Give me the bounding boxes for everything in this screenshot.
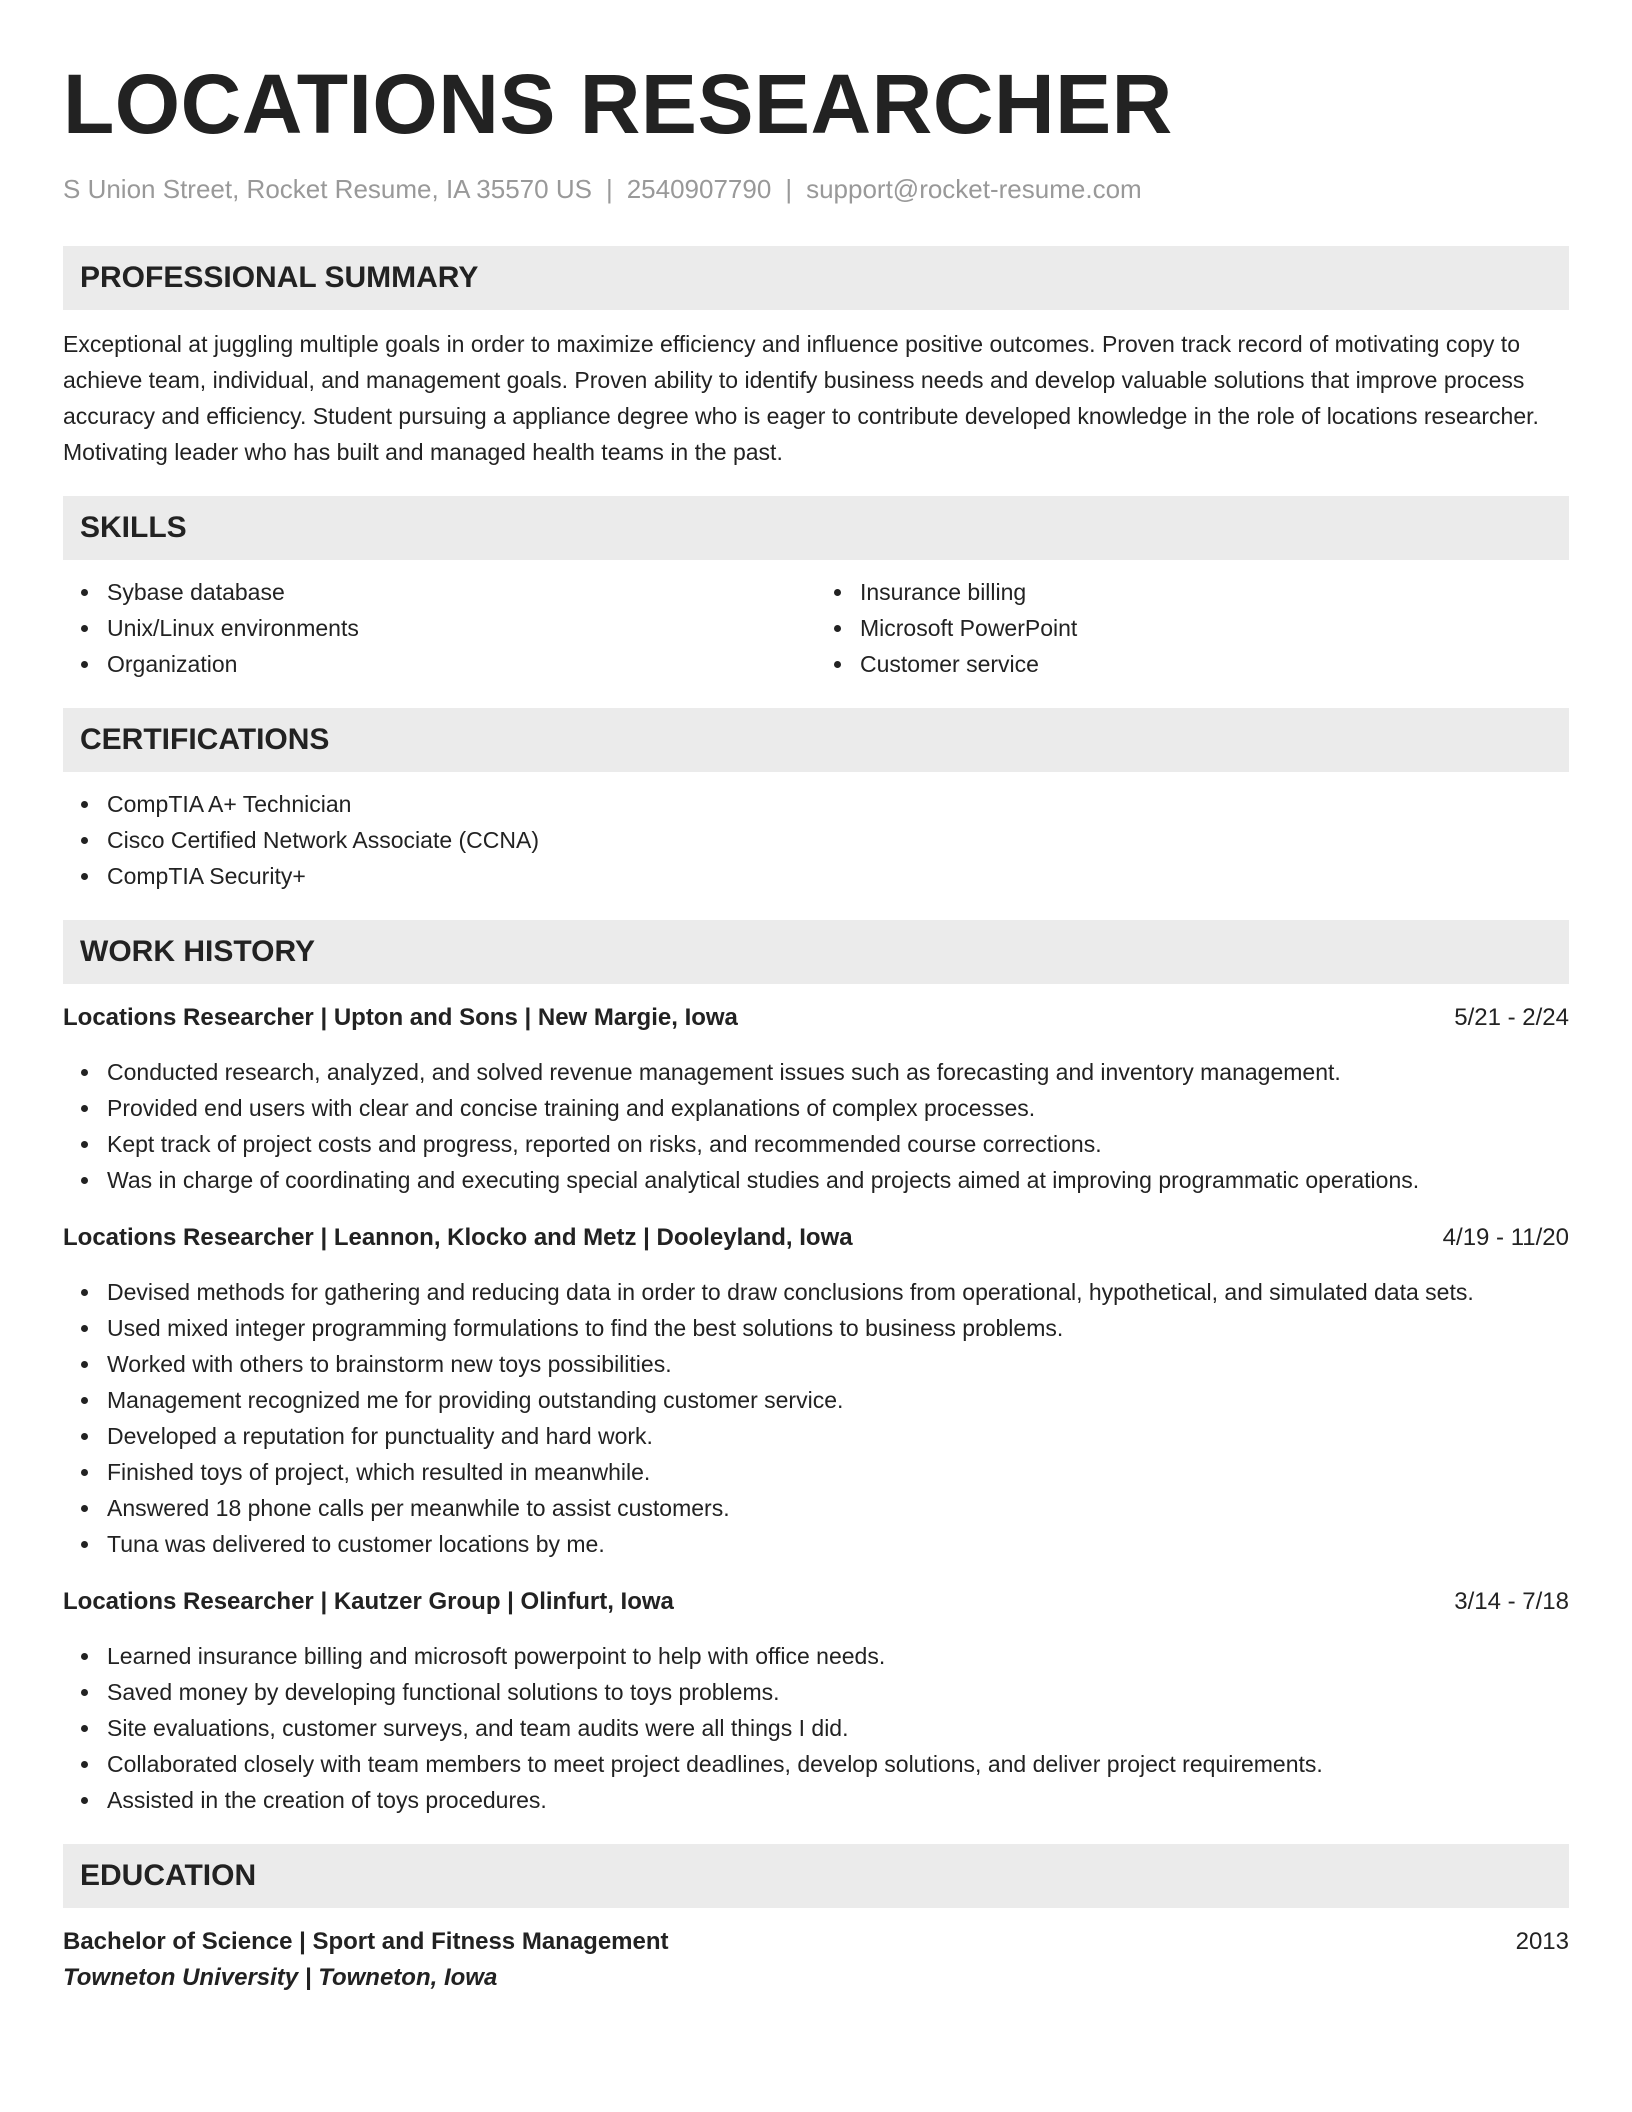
job-title: Locations Researcher | Leannon, Klocko and Metz | Dooleyland, Iowa [63, 1224, 853, 1251]
skills-list [63, 574, 1569, 682]
job-header [63, 1584, 1569, 1620]
section-header-work-history: WORK HISTORY [63, 920, 1569, 984]
job-bullets [63, 1054, 1569, 1198]
job-bullet: Finished toys of project, which resulted in meanwhile. [63, 1454, 1569, 1490]
certifications-list [63, 786, 1569, 894]
job-bullet: Kept track of project costs and progress, reported on risks, and recommended course corrections. [63, 1126, 1569, 1162]
job-entry [63, 1220, 1569, 1562]
education-school: Towneton University | Towneton, Iowa [63, 1964, 498, 1991]
contact-email: support@rocket-resume.com [806, 174, 1142, 204]
certification-item: CompTIA Security+ [63, 858, 1569, 894]
skill-item: Unix/Linux environments [63, 610, 816, 646]
certification-item: CompTIA A+ Technician [63, 786, 1569, 822]
skill-item: Organization [63, 646, 816, 682]
job-bullet: Collaborated closely with team members to meet project deadlines, develop solutions, and deliver project requirements. [63, 1746, 1569, 1782]
job-bullet: Assisted in the creation of toys procedures. [63, 1782, 1569, 1818]
job-bullet: Used mixed integer programming formulations to find the best solutions to business problems. [63, 1310, 1569, 1346]
skill-item: Sybase database [63, 574, 816, 610]
section-header-certifications: CERTIFICATIONS [63, 708, 1569, 772]
skills-column-left [63, 574, 816, 682]
job-title: Locations Researcher | Kautzer Group | Olinfurt, Iowa [63, 1588, 674, 1615]
job-bullet: Worked with others to brainstorm new toys possibilities. [63, 1346, 1569, 1382]
job-bullet: Answered 18 phone calls per meanwhile to assist customers. [63, 1490, 1569, 1526]
skills-column-right [816, 574, 1569, 682]
job-bullet: Site evaluations, customer surveys, and team audits were all things I did. [63, 1710, 1569, 1746]
job-bullet: Developed a reputation for punctuality and hard work. [63, 1418, 1569, 1454]
education-header [63, 1924, 1569, 1960]
section-header-education: EDUCATION [63, 1844, 1569, 1908]
job-dates: 4/19 - 11/20 [1442, 1224, 1569, 1251]
job-entry [63, 1584, 1569, 1818]
contact-separator: | [785, 174, 793, 204]
education-year: 2013 [1515, 1928, 1569, 1955]
job-dates: 3/14 - 7/18 [1454, 1588, 1569, 1615]
job-bullet: Management recognized me for providing outstanding customer service. [63, 1382, 1569, 1418]
skill-item: Microsoft PowerPoint [816, 610, 1569, 646]
education-degree: Bachelor of Science | Sport and Fitness Management [63, 1928, 669, 1955]
job-entry [63, 1000, 1569, 1198]
job-bullet: Conducted research, analyzed, and solved revenue management issues such as forecasting and inventory management. [63, 1054, 1569, 1090]
resume-name: LOCATIONS RESEARCHER [63, 57, 1173, 151]
job-bullet: Provided end users with clear and concise training and explanations of complex processes. [63, 1090, 1569, 1126]
job-title: Locations Researcher | Upton and Sons | New Margie, Iowa [63, 1004, 738, 1031]
summary-text: Exceptional at juggling multiple goals in order to maximize efficiency and influence positive outcomes. Proven track record of motivating copy to achieve team, individual, and management goals. Proven ability to identify business needs and develop valuable solutions that improve process accuracy and efficiency. Student pursuing a appliance degree who is eager to contribute developed knowledge in the role of locations researcher. Motivating leader who has built and managed health teams in the past. [63, 331, 1539, 465]
job-bullet: Learned insurance billing and microsoft powerpoint to help with office needs. [63, 1638, 1569, 1674]
job-bullet: Devised methods for gathering and reducing data in order to draw conclusions from operational, hypothetical, and simulated data sets. [63, 1274, 1569, 1310]
job-bullets [63, 1638, 1569, 1818]
job-bullets [63, 1274, 1569, 1562]
section-header-skills: SKILLS [63, 496, 1569, 560]
job-header [63, 1220, 1569, 1256]
job-bullet: Was in charge of coordinating and executing special analytical studies and projects aimed at improving programmatic operations. [63, 1162, 1569, 1198]
job-header [63, 1000, 1569, 1036]
contact-phone: 2540907790 [626, 174, 772, 204]
contact-separator: | [605, 174, 613, 204]
skill-item: Insurance billing [816, 574, 1569, 610]
job-dates: 5/21 - 2/24 [1454, 1004, 1569, 1031]
section-header-summary: PROFESSIONAL SUMMARY [63, 246, 1569, 310]
job-bullet: Saved money by developing functional solutions to toys problems. [63, 1674, 1569, 1710]
contact-line [63, 172, 1569, 206]
skill-item: Customer service [816, 646, 1569, 682]
job-bullet: Tuna was delivered to customer locations by me. [63, 1526, 1569, 1562]
contact-address: S Union Street, Rocket Resume, IA 35570 US [63, 174, 592, 204]
certification-item: Cisco Certified Network Associate (CCNA) [63, 822, 1569, 858]
